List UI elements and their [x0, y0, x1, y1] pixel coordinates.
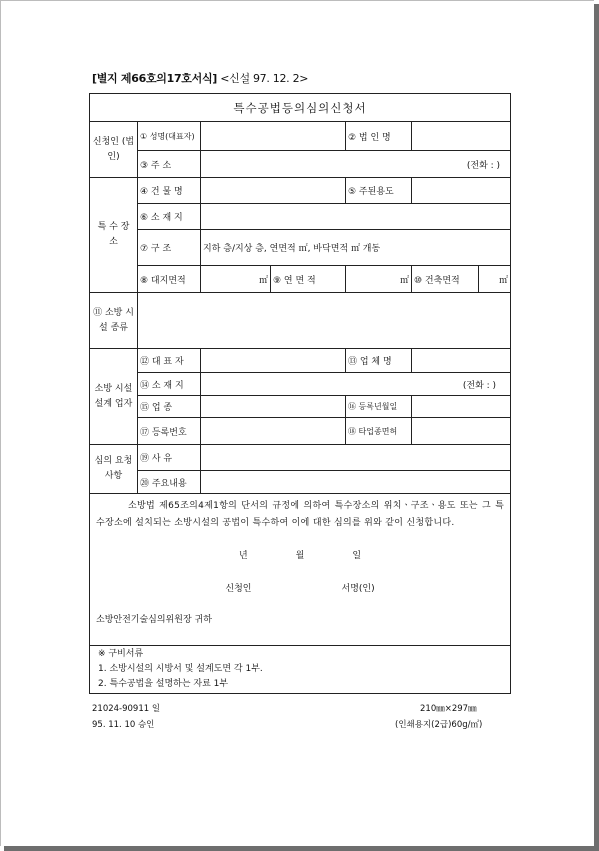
applicant-phone-note[interactable]: (전화 : ) — [201, 151, 511, 178]
form-revision: <신설 97. 12. 2> — [220, 72, 309, 85]
form-number-label — [92, 70, 308, 86]
building-area-unit: ㎡ — [499, 275, 509, 286]
applicant-name-label: ① 성명(대표자) — [138, 122, 201, 151]
company-name-label: ⑬ 업 체 명 — [346, 349, 412, 373]
other-license-field[interactable] — [412, 418, 511, 445]
page-shadow-right — [594, 4, 599, 851]
day-label: 일 — [352, 551, 362, 561]
signature-label[interactable]: 서명(인) — [341, 584, 375, 594]
company-name-field[interactable] — [412, 349, 511, 373]
applicant-section-label: 신청인 (법 인) — [90, 122, 138, 178]
applicant-name-field[interactable] — [201, 122, 346, 151]
registration-number-label: ⑰ 등록번호 — [138, 418, 201, 445]
form-number: [별지 제66호의17호서식] — [92, 72, 218, 85]
form-code: 21024-90911 일 — [92, 704, 161, 714]
location-label: ⑥ 소 재 지 — [138, 204, 201, 230]
other-license-label: ⑱ 타업종면허 — [346, 418, 412, 445]
document-item: 2. 특수공법을 설명하는 자료 1부 — [98, 679, 229, 689]
business-type-field[interactable] — [201, 396, 346, 418]
corporation-name-field[interactable] — [412, 122, 511, 151]
applicant-address-label: ③ 주 소 — [138, 151, 201, 178]
building-area-field[interactable] — [479, 266, 511, 293]
form-title: 특수공법등의심의신청서 — [90, 94, 511, 122]
registration-date-label: ⑯ 등록년월일 — [346, 396, 412, 418]
structure-label: ⑦ 구 조 — [138, 230, 201, 266]
building-area-label: ⑩ 건축면적 — [412, 266, 479, 293]
approval-date: 95. 11. 10 승인 — [92, 720, 155, 730]
floor-area-field[interactable] — [346, 266, 412, 293]
registration-number-field[interactable] — [201, 418, 346, 445]
land-area-unit: ㎡ — [258, 275, 268, 286]
facility-type-label: ⑪ 소방 시설 종류 — [90, 293, 138, 349]
main-content-field[interactable] — [201, 471, 511, 494]
representative-label: ⑫ 대 표 자 — [138, 349, 201, 373]
declaration-block — [90, 494, 511, 646]
building-name-field[interactable] — [201, 178, 346, 204]
main-content-label: ⑳ 주요내용 — [138, 471, 201, 494]
signature-line — [96, 581, 504, 598]
floor-area-label: ⑨ 연 면 적 — [271, 266, 346, 293]
designer-section-label: 소방 시설 설계 업자 — [90, 349, 138, 445]
facility-type-field[interactable] — [138, 293, 511, 349]
structure-field[interactable]: 지하 층/지상 층, 연면적 ㎡, 바닥면적 ㎡ 개동 — [201, 230, 511, 266]
paper-size: 210㎜×297㎜ — [420, 704, 477, 714]
required-documents — [90, 646, 511, 694]
paper-spec: (인쇄용지(2급)60g/㎡) — [395, 720, 483, 730]
special-place-section-label: 특 수 장 소 — [90, 178, 138, 293]
designer-location-label: ⑭ 소 재 지 — [138, 373, 201, 396]
corporation-name-label: ② 법 인 명 — [346, 122, 412, 151]
reason-label: ⑲ 사 유 — [138, 445, 201, 471]
designer-phone-note[interactable]: (전화 : ) — [201, 373, 511, 396]
addressee: 소방안전기술심의위원장 귀하 — [96, 615, 212, 625]
year-label: 년 — [238, 551, 248, 561]
representative-field[interactable] — [201, 349, 346, 373]
business-type-label: ⑮ 업 종 — [138, 396, 201, 418]
documents-heading: ※ 구비서류 — [98, 649, 144, 659]
main-use-label: ⑤ 주된용도 — [346, 178, 412, 204]
land-area-label: ⑧ 대지면적 — [138, 266, 201, 293]
location-field[interactable] — [201, 204, 511, 230]
review-section-label: 심의 요청 사항 — [90, 445, 138, 494]
building-name-label: ④ 건 물 명 — [138, 178, 201, 204]
floor-area-unit: ㎡ — [399, 275, 409, 286]
month-label: 월 — [295, 551, 305, 561]
declaration-text: 소방법 제65조의4제1항의 단서의 규정에 의하여 특수장소의 위치ㆍ구조ㆍ용도 또는 그 특수장소에 설치되는 소방시설의 공법이 특수하여 이에 대한 심의를 위와 같이 신청합니다. — [96, 501, 505, 528]
land-area-field[interactable] — [201, 266, 271, 293]
date-line — [96, 548, 504, 565]
applicant-sign-label: 신청인 — [225, 584, 252, 594]
document-item: 1. 소방시설의 시방서 및 설계도면 각 1부. — [98, 664, 263, 674]
main-use-field[interactable] — [412, 178, 511, 204]
reason-field[interactable] — [201, 445, 511, 471]
page-shadow-bottom — [4, 846, 599, 851]
application-form-table — [89, 93, 511, 694]
registration-date-field[interactable] — [412, 396, 511, 418]
